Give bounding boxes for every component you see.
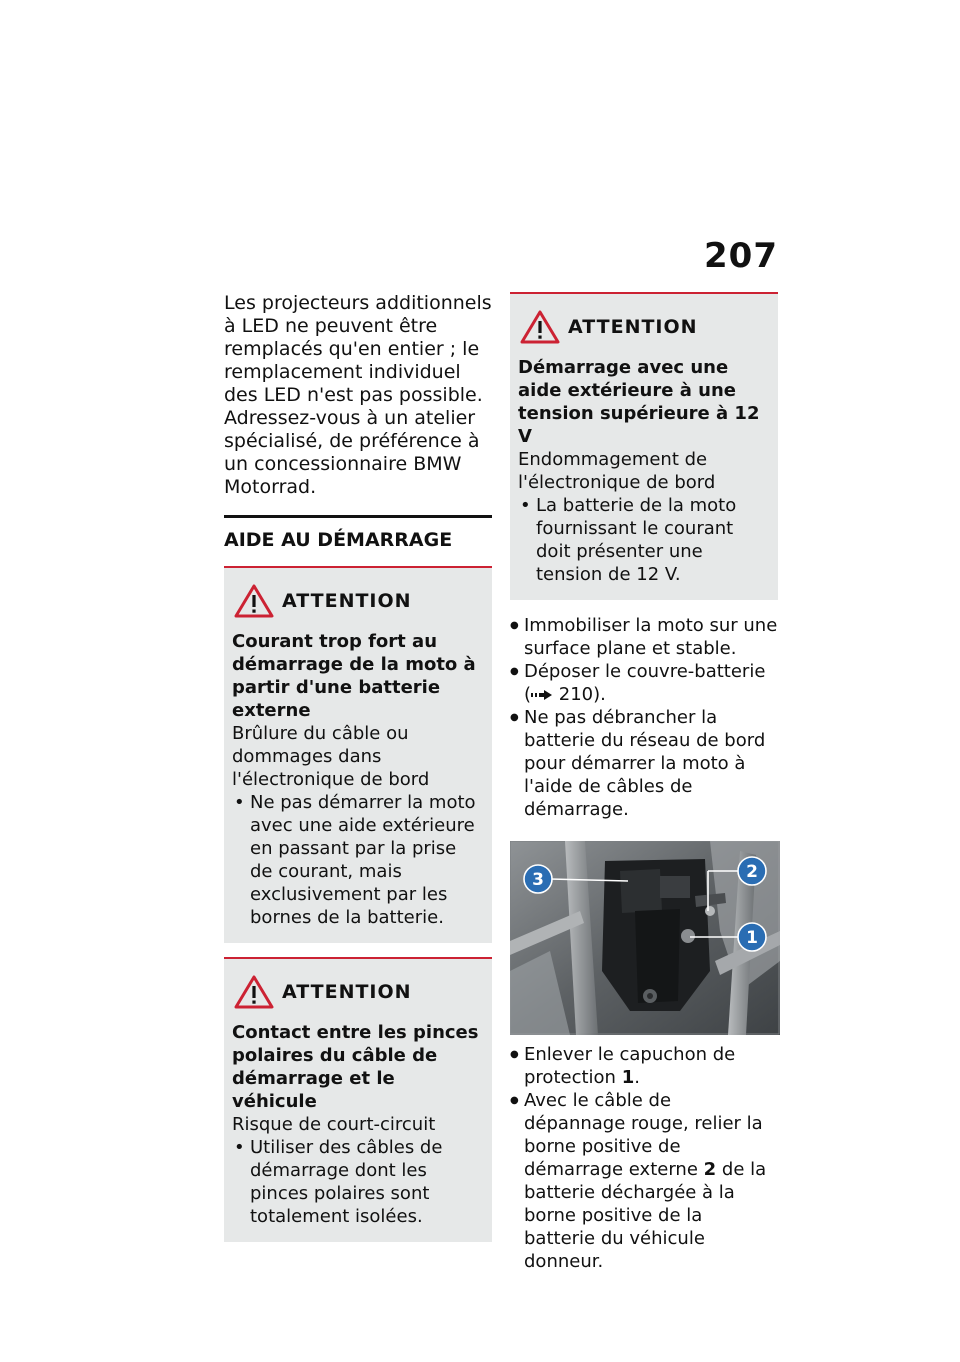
procedure-steps <box>510 614 778 821</box>
step-remove-cap-num: 1 <box>621 1067 635 1088</box>
step-remove-cap-text: Enlever le capuchon de protection <box>524 1044 736 1088</box>
warning-box <box>224 566 492 943</box>
procedure-steps-continued <box>510 1043 778 1273</box>
callout-2: 2 <box>746 862 758 882</box>
warning-measure: • Ne pas démarrer la moto avec une aide extérieure en passant par la prise de courant, mais exclusivement par les bornes de la batterie. <box>232 791 484 929</box>
callout-1: 1 <box>746 928 758 948</box>
warning-header <box>518 310 770 344</box>
step-connect-cable <box>510 1089 778 1273</box>
right-column <box>510 292 778 1273</box>
warning-triangle-icon <box>234 975 274 1009</box>
warning-measures <box>232 1136 484 1228</box>
warning-effect: Brûlure du câble ou dommages dans l'électronique de bord <box>232 723 430 790</box>
warning-triangle-icon <box>520 310 560 344</box>
section-title: AIDE AU DÉMARRAGE <box>224 515 492 552</box>
callout-3: 3 <box>532 870 544 890</box>
battery-illustration <box>510 841 780 1035</box>
warning-box <box>224 957 492 1242</box>
warning-triangle-icon <box>234 584 274 618</box>
left-column <box>224 292 492 1256</box>
step-remove-cover-text: Déposer le couvre-batterie <box>524 661 766 682</box>
page-number: 207 <box>704 236 778 276</box>
warning-header <box>232 584 484 618</box>
step-connect-num: 2 <box>703 1159 717 1180</box>
page-reference-arrow-icon <box>531 689 553 701</box>
warning-measure: • La batterie de la moto fournissant le courant doit présenter une tension de 12 V. <box>518 494 770 586</box>
warning-effect: Endommagement de l'électronique de bord <box>518 449 716 493</box>
warning-effect: Risque de court-circuit <box>232 1114 436 1135</box>
warning-title: Contact entre les pinces polaires du câble de démarrage et le véhicule <box>232 1022 479 1112</box>
step-connect-text-a: Avec le câble de dépannage rouge, relier la borne positive de démarrage externe <box>524 1090 763 1180</box>
warning-box <box>510 292 778 600</box>
step-immobilize: ● Immobiliser la moto sur une surface plane et stable. <box>510 614 778 660</box>
step-connect-text-b: de la batterie déchargée à la borne positive de la batterie du véhicule donneur. <box>524 1159 767 1272</box>
page-reference[interactable]: 210 <box>558 684 594 705</box>
step-remove-cover: ● Déposer le couvre-batterie ( 210). <box>510 660 778 706</box>
advice-paragraph: Adressez-vous à un atelier spécialisé, de préférence à un concessionnaire BMW Motorrad. <box>224 407 480 498</box>
intro-paragraph: Les projecteurs additionnels à LED ne peuvent être remplacés qu'en entier ; le remplacement individuel des LED n'est pas possible. <box>224 292 492 406</box>
warning-title: Courant trop fort au démarrage de la moto à partir d'une batterie externe <box>232 631 476 721</box>
warning-label: ATTENTION <box>282 590 412 612</box>
step-remove-cap: ● Enlever le capuchon de protection 1. <box>510 1043 778 1089</box>
warning-label: ATTENTION <box>282 981 412 1003</box>
step-keep-battery-connected: ● Ne pas débrancher la batterie du réseau de bord pour démarrer la moto à l'aide de câbles de démarrage. <box>510 706 778 821</box>
warning-header <box>232 975 484 1009</box>
warning-measures <box>518 494 770 586</box>
warning-measures <box>232 791 484 929</box>
warning-measure: • Utiliser des câbles de démarrage dont les pinces polaires sont totalement isolées. <box>232 1136 484 1228</box>
warning-title: Démarrage avec une aide extérieure à une tension supérieure à 12 V <box>518 357 760 447</box>
warning-label: ATTENTION <box>568 316 698 338</box>
battery-photo <box>510 841 780 1035</box>
